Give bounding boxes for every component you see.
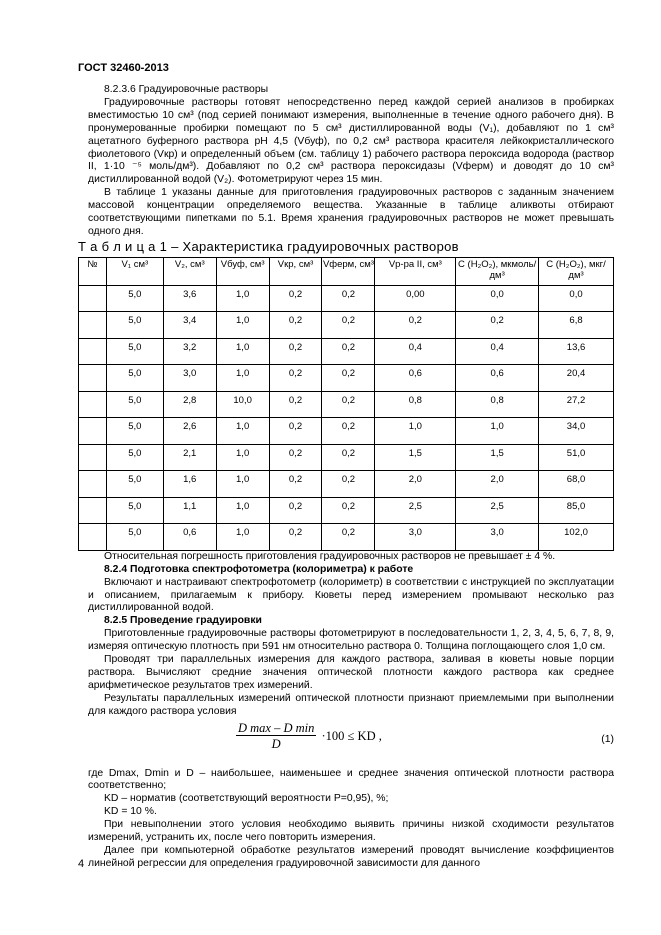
col-header-v2: V₂, см³ [163, 257, 216, 285]
table-cell: 5,0 [106, 497, 163, 524]
table-cell: 5,0 [106, 471, 163, 498]
table-cell: 1,0 [216, 524, 269, 551]
table-cell: 0,6 [163, 524, 216, 551]
paragraph-regression: Далее при компьютерной обработке результатов измерений проводят вычисление коэффициентов линейной регрессии для определения градуировочной зависимости для данного [88, 845, 614, 869]
table-row [79, 285, 614, 312]
table-cell [79, 285, 107, 312]
calibration-table [78, 257, 614, 551]
table-cell: 27,2 [539, 391, 614, 418]
table-cell: 0,2 [322, 285, 375, 312]
paragraph-calibration-preparation: Градуировочные растворы готовят непосредственно перед каждой серией анализов в пробирках вместимостью 10 см³ (под серией понимают измерения, выполненные в течение одного рабочего дня). В пронумерованные пробирки помещают по 5 см³ дистиллированной воды (V₁), добавляют по 1 см³ ацетатного буферного раствора pH 4,5 (Vбуф), по 0,2 см³ раствора красителя лейкокристаллического фиолетового (Vкр) и определенный объем (см. таблицу 1) рабочего раствора пероксида водорода (раствор II, 1·10 ⁻⁵ моль/дм³). Добавляют по 0,2 см³ раствора пероксидазы (Vферм) и доводят до 10 см³ дистиллированной водой (V₂). Фотометрируют через 15 мин. [88, 96, 614, 186]
table-cell: 1,0 [216, 312, 269, 339]
table-cell: 1,0 [216, 365, 269, 392]
table-row [79, 391, 614, 418]
col-header-conc-umol: С (Н₂О₂), мкмоль/дм³ [456, 257, 539, 285]
table-cell: 2,6 [163, 418, 216, 445]
table-cell: 5,0 [106, 285, 163, 312]
table-cell: 1,0 [216, 338, 269, 365]
table-cell: 0,2 [269, 524, 322, 551]
table-title: Т а б л и ц а 1 – Характеристика градуировочных растворов [78, 238, 459, 254]
paragraph-acceptance-condition: Результаты параллельных измерений оптической плотности признают приемлемыми при выполнении для каждого раствора условия [88, 692, 614, 717]
table-cell: 0,2 [269, 418, 322, 445]
table-cell: 5,0 [106, 444, 163, 471]
table-cell: 5,0 [106, 338, 163, 365]
table-cell: 0,2 [269, 497, 322, 524]
table-cell: 6,8 [539, 312, 614, 339]
table-cell: 2,5 [375, 497, 456, 524]
formula-numerator: D max – D min [238, 720, 315, 735]
table-cell: 1,6 [163, 471, 216, 498]
table-body [79, 285, 614, 550]
table-cell [79, 471, 107, 498]
table-cell [79, 391, 107, 418]
table-cell: 0,2 [456, 312, 539, 339]
table-cell: 0,6 [375, 365, 456, 392]
table-row [79, 444, 614, 471]
table-cell: 102,0 [539, 524, 614, 551]
paragraph-where: где Dmax, Dmin и D – наибольшее, наименьшее и среднее значения оптической плотности раствора соответственно; [88, 767, 614, 792]
table-cell: 0,2 [269, 444, 322, 471]
paragraph-parallel-measurements: Проводят три параллельных измерения для каждого раствора, заливая в кюветы новые порции раствора. Вычисляют средние значения оптической плотности каждого раствора как среднее арифметическое результатов трех измерений. [88, 654, 614, 691]
col-header-conc-ug: С (Н₂О₂), мкг/дм³ [539, 257, 614, 285]
table-row [79, 418, 614, 445]
table-cell: 0,2 [322, 365, 375, 392]
table-cell: 3,6 [163, 285, 216, 312]
table-cell: 1,1 [163, 497, 216, 524]
table-row [79, 524, 614, 551]
col-header-vsolution: Vр-ра II, см³ [375, 257, 456, 285]
table-cell: 0,2 [269, 391, 322, 418]
col-header-number: № [79, 257, 107, 285]
formula-denominator: D [271, 737, 281, 752]
table-cell: 0,4 [456, 338, 539, 365]
table-cell: 20,4 [539, 365, 614, 392]
table-cell: 1,5 [375, 444, 456, 471]
table-cell: 0,2 [269, 338, 322, 365]
table-cell: 5,0 [106, 418, 163, 445]
table-cell: 0,2 [322, 471, 375, 498]
table-cell: 2,0 [456, 471, 539, 498]
paragraph-kd-value: KD = 10 %. [104, 806, 157, 818]
document-header: ГОСТ 32460-2013 [78, 62, 169, 74]
table-cell: 2,0 [375, 471, 456, 498]
col-header-vferm: Vферм, см³ [322, 257, 375, 285]
table-cell: 3,2 [163, 338, 216, 365]
section-8-2-4-heading: 8.2.4 Подготовка спектрофотометра (колориметра) к работе [104, 563, 414, 575]
table-cell: 3,0 [163, 365, 216, 392]
table-cell: 5,0 [106, 365, 163, 392]
table-cell: 2,5 [456, 497, 539, 524]
table-cell: 0,0 [539, 285, 614, 312]
section-8-2-5-heading: 8.2.5 Проведение градуировки [104, 615, 262, 627]
table-cell: 13,6 [539, 338, 614, 365]
table-header-row [79, 257, 614, 285]
table-cell: 68,0 [539, 471, 614, 498]
table-cell: 0,8 [375, 391, 456, 418]
table-cell: 0,2 [322, 391, 375, 418]
table-cell [79, 312, 107, 339]
table-cell: 0,2 [322, 418, 375, 445]
table-cell: 0,2 [322, 497, 375, 524]
table-cell: 1,0 [216, 444, 269, 471]
table-cell: 1,0 [456, 418, 539, 445]
table-cell: 0,2 [375, 312, 456, 339]
table-row [79, 497, 614, 524]
table-cell: 1,0 [216, 285, 269, 312]
table-cell: 5,0 [106, 391, 163, 418]
table-cell [79, 497, 107, 524]
section-8-2-3-6-heading: 8.2.3.6 Градуировочные растворы [104, 84, 269, 95]
table-cell: 2,8 [163, 391, 216, 418]
table-cell: 1,0 [216, 418, 269, 445]
table-cell [79, 444, 107, 471]
table-cell: 1,5 [456, 444, 539, 471]
table-cell: 0,2 [269, 365, 322, 392]
col-header-vbuf: Vбуф, см³ [216, 257, 269, 285]
formula-fraction [236, 722, 316, 752]
table-cell: 34,0 [539, 418, 614, 445]
table-cell: 0,2 [269, 312, 322, 339]
table-cell: 0,4 [375, 338, 456, 365]
table-cell [79, 418, 107, 445]
table-cell: 0,2 [269, 471, 322, 498]
table-cell: 5,0 [106, 524, 163, 551]
table-cell: 10,0 [216, 391, 269, 418]
paragraph-convergence: При невыполнении этого условия необходимо выявить причины низкой сходимости результатов измерений, устранить их, после чего повторить измерения. [88, 819, 614, 844]
table-cell: 3,4 [163, 312, 216, 339]
col-header-vkr: Vкр, см³ [269, 257, 322, 285]
col-header-v1: V₁ см³ [106, 257, 163, 285]
table-row [79, 365, 614, 392]
table-cell: 0,2 [322, 312, 375, 339]
formula-number: (1) [601, 733, 614, 745]
paragraph-error-note: Относительная погрешность приготовления градуировочных растворов не превышает ± 4 %. [104, 550, 556, 562]
table-cell: 85,0 [539, 497, 614, 524]
table-cell [79, 524, 107, 551]
paragraph-photometry-sequence: Приготовленные градуировочные растворы фотометрируют в последовательности 1, 2, 3, 4, 5, 6, 7, 8, 9, измеряя оптическую плотность при 591 нм относительно раствора 0. Толщина поглощающего слоя 1,0 см. [88, 628, 614, 653]
paragraph-spectrophotometer-setup: Включают и настраивают спектрофотометр (колориметр) в соответствии с инструкцией по эксплуатации и описанием, прилагаемым к прибору. Кюветы перед измерением промывают несколько раз дистиллированной водой. [88, 576, 614, 614]
table-cell: 0,2 [322, 338, 375, 365]
paragraph-kd-normative: KD – норматив (соответствующий вероятности P=0,95), %; [104, 793, 389, 805]
formula-condition: ·100 ≤ KD , [321, 729, 382, 744]
formula-expression [236, 722, 382, 752]
table-row [79, 471, 614, 498]
table-cell: 3,0 [375, 524, 456, 551]
table-cell [79, 365, 107, 392]
table-cell: 2,1 [163, 444, 216, 471]
table-cell: 0,2 [269, 285, 322, 312]
page-number: 4 [78, 858, 85, 870]
table-cell: 0,0 [456, 285, 539, 312]
table-cell: 3,0 [456, 524, 539, 551]
table-cell: 0,2 [322, 524, 375, 551]
table-cell: 0,6 [456, 365, 539, 392]
table-row [79, 338, 614, 365]
table-cell: 51,0 [539, 444, 614, 471]
table-row [79, 312, 614, 339]
table-cell: 1,0 [216, 497, 269, 524]
table-cell: 1,0 [375, 418, 456, 445]
table-cell [79, 338, 107, 365]
table-cell: 0,2 [322, 444, 375, 471]
formula-1 [88, 722, 614, 762]
document-body [78, 84, 614, 871]
table-cell: 0,8 [456, 391, 539, 418]
table-cell: 0,00 [375, 285, 456, 312]
table-cell: 5,0 [106, 312, 163, 339]
table-cell: 1,0 [216, 471, 269, 498]
paragraph-table-reference: В таблице 1 указаны данные для приготовления градуировочных растворов с заданным значением массовой концентрации определяемого вещества. Указанные в таблице аликвоты отбирают соответствующими пипетками по 5.1. Время хранения градуировочных растворов не может превышать одного дня. [88, 187, 614, 237]
